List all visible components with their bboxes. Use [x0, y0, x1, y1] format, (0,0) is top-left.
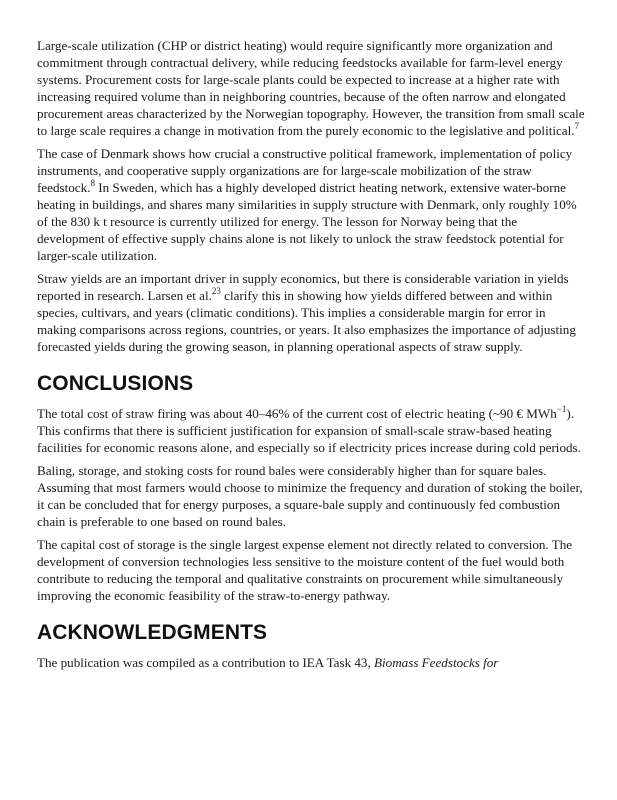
acknowledgments-heading: ACKNOWLEDGMENTS: [37, 621, 268, 644]
paragraph-text: The publication was compiled as a contribution to IEA Task 43,: [37, 655, 375, 670]
paragraph-large-scale-utilization: [37, 37, 585, 139]
paragraph-total-cost: [37, 405, 585, 456]
paragraph-straw-yields: [37, 270, 585, 355]
italic-title: Biomass Feedstocks for: [374, 655, 499, 670]
paragraph-acknowledgments: [37, 654, 585, 671]
paper-page: [37, 37, 585, 677]
paragraph-text: The case of Denmark shows how crucial a constructive political framework, implementation of policy instruments, and cooperative supply organizations are for large-scale mobilization of the straw feedstock.: [37, 146, 573, 195]
citation-ref[interactable]: 7: [574, 120, 580, 131]
unit-exponent: −1: [556, 403, 567, 414]
paragraph-text: ). This confirms that there is sufficient justification for expansion of small-scale straw-based heating facilities for economic reasons alone, and especially so if electricity prices increase during cold periods.: [37, 406, 581, 455]
paragraph-denmark-case: [37, 145, 585, 264]
paragraph-text: Straw yields are an important driver in supply economics, but there is considerable variation in yields reported in research. Larsen et al.: [37, 271, 569, 303]
paragraph-text: Large-scale utilization (CHP or district heating) would require significantly more organization and commitment through contractual delivery, while reducing feedstocks available for farm-level energy systems. Procurement costs for large-scale plants could be expected to increase at a higher rate with increasing required volume than in neighboring countries, because of the often narrow and elongated procurement areas characterized by the Norwegian topography. However, the transition from small scale to large scale requires a change in motivation from the purely economic to the legislative and political.: [37, 38, 585, 138]
paragraph-baling-costs: Baling, storage, and stoking costs for round bales were considerably higher than for square bales. Assuming that most farmers would choose to minimize the frequency and duration of stoking the boiler, it can be concluded that for energy purposes, a square-bale supply and continuously fed combustion chain is preferable to one based on round bales.: [37, 463, 583, 529]
paragraph-text: In Sweden, which has a highly developed district heating network, extensive water-borne heating in buildings, and shares many similarities in supply structure with Denmark, only roughly 10% of the 830 k t resource is currently utilized for energy. The lesson for Norway being that the development of effective supply chains alone is not likely to unlock the straw feedstock potential for larger-scale utilization.: [37, 180, 577, 263]
citation-ref[interactable]: 23: [211, 285, 221, 296]
paragraph-text: The total cost of straw firing was about 40–46% of the current cost of electric heating (~90 € MWh: [37, 406, 557, 421]
conclusions-heading: CONCLUSIONS: [37, 372, 194, 395]
citation-ref[interactable]: 8: [90, 177, 95, 188]
paragraph-capital-cost: The capital cost of storage is the single largest expense element not directly related to conversion. The development of conversion technologies less sensitive to the moisture content of the fuel would both contribute to reducing the temporal and qualitative constraints on procurement while simultaneously improving the economic feasibility of the straw-to-energy pathway.: [37, 537, 573, 603]
paragraph-text: clarify this in showing how yields differed between and within species, cultivars, and years (climatic conditions). This implies a considerable margin for error in making comparisons across regions, countries, or years. It also emphasizes the importance of adjusting forecasted yields during the growing season, in planning operational aspects of straw supply.: [37, 288, 576, 354]
